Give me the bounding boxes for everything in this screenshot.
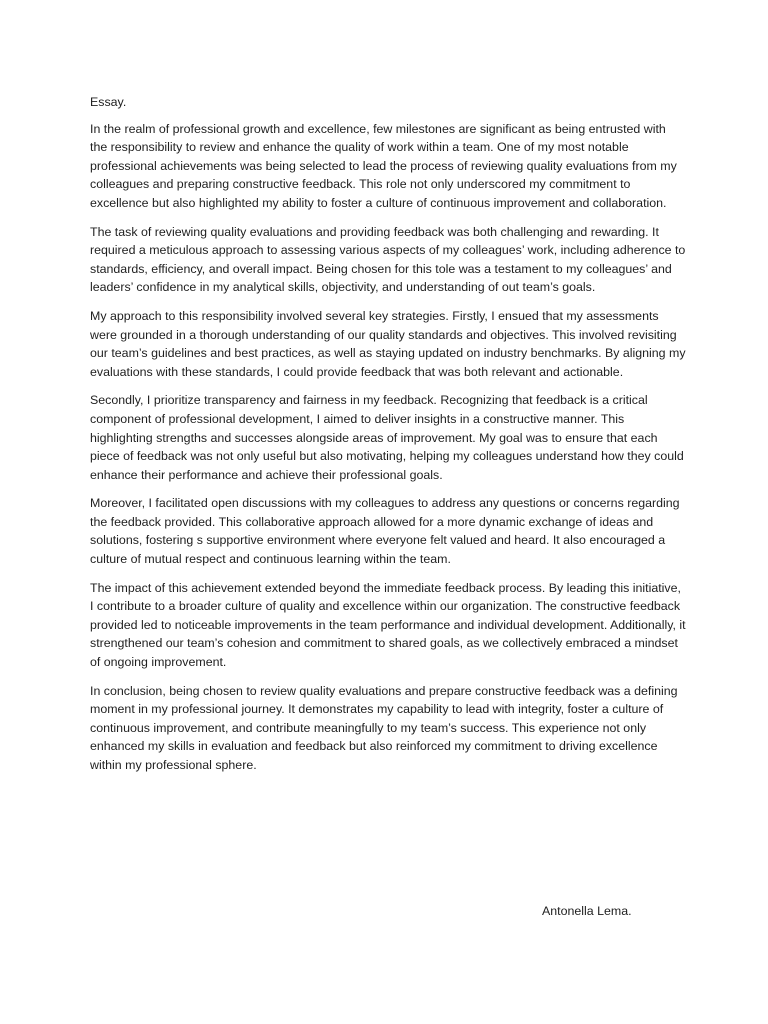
essay-heading: Essay. <box>90 95 127 109</box>
paragraph-6: The impact of this achievement extended beyond the immediate feedback process. By leading this initiative, I contribute to a broader culture of quality and excellence within our organization. The constructive feedback provided led to noticeable improvements in the team performance and individual development. Additionally, it strengthened our team’s cohesion and commitment to shared goals, as we collectively embraced a mindset of ongoing improvement. <box>90 580 686 670</box>
paragraph-3: My approach to this responsibility involved several key strategies. Firstly, I ensued that my assessments were grounded in a thorough understanding of our quality standards and objectives. This involved revisiting our team’s guidelines and best practices, as well as staying updated on industry benchmarks. By aligning my evaluations with these standards, I could provide feedback that was both relevant and actionable. <box>90 308 686 379</box>
author-signature: Antonella Lema. <box>542 904 632 918</box>
paragraph-5: Moreover, I facilitated open discussions with my colleagues to address any questions or concerns regarding the feedback provided. This collaborative approach allowed for a more dynamic exchange of ideas and solutions, fostering s supportive environment where everyone felt valued and heard. It also encouraged a culture of mutual respect and continuous learning within the team. <box>90 496 680 567</box>
essay-body <box>90 93 686 785</box>
paragraph-1: In the realm of professional growth and excellence, few milestones are significant as being entrusted with the responsibility to review and enhance the quality of work within a team. One of my most notable professional achievements was being selected to lead the process of reviewing quality evaluations from my colleagues and preparing constructive feedback. This role not only underscored my commitment to excellence but also highlighted my ability to foster a culture of continuous improvement and collaboration. <box>90 121 677 210</box>
paragraph-2: The task of reviewing quality evaluations and providing feedback was both challenging and rewarding. It required a meticulous approach to assessing various aspects of my colleagues’ work, including adherence to standards, efficiency, and overall impact. Being chosen for this tole was a testament to my colleagues’ and leaders’ confidence in my analytical skills, objectivity, and understanding of out team’s goals. <box>90 224 686 295</box>
paragraph-7: In conclusion, being chosen to review quality evaluations and prepare constructive feedback was a defining moment in my professional journey. It demonstrates my capability to lead with integrity, foster a culture of continuous improvement, and contribute meaningfully to my team’s success. This experience not only enhanced my skills in evaluation and feedback but also reinforced my commitment to driving excellence within my professional sphere. <box>90 683 678 772</box>
paragraph-4: Secondly, I prioritize transparency and fairness in my feedback. Recognizing that feedback is a critical component of professional development, I aimed to deliver insights in a constructive manner. This highlighting strengths and successes alongside areas of improvement. My goal was to ensure that each piece of feedback was not only useful but also motivating, helping my colleagues understand how they could enhance their performance and achieve their professional goals. <box>90 393 684 482</box>
